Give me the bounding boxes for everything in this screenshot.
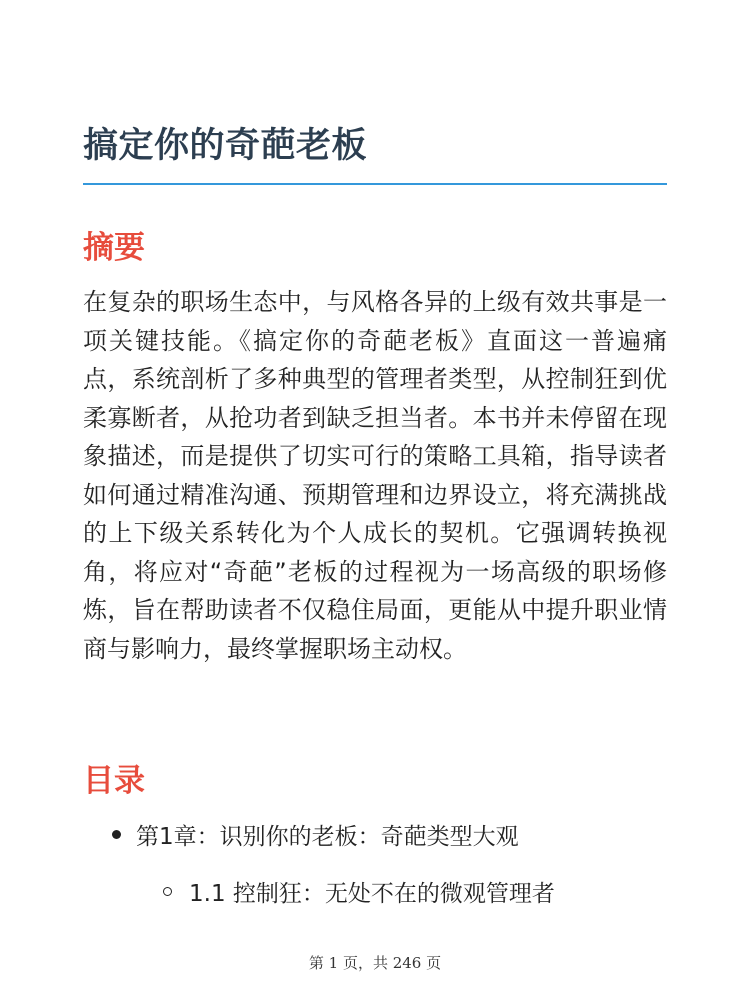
bullet-circle-icon	[163, 887, 172, 896]
toc-item-chapter-1[interactable]	[112, 818, 519, 851]
page-number-footer: 第 1 页，共 246 页	[308, 954, 442, 972]
toc-item-section-1-1[interactable]	[163, 875, 555, 908]
toc-item-label: 第1章：识别你的老板：奇葩类型大观	[136, 824, 519, 850]
title-divider	[83, 183, 667, 185]
bullet-disc-icon	[112, 830, 121, 839]
toc-heading: 目录	[83, 763, 145, 799]
summary-heading: 摘要	[83, 230, 145, 266]
toc-item-label: 1.1 控制狂：无处不在的微观管理者	[189, 881, 555, 907]
summary-paragraph: 在复杂的职场生态中，与风格各异的上级有效共事是一项关键技能。《搞定你的奇葩老板》直面这一普遍痛点，系统剖析了多种典型的管理者类型，从控制狂到优柔寡断者，从抢功者到缺乏担当者。本书并未停留在现象描述，而是提供了切实可行的策略工具箱，指导读者如何通过精准沟通、预期管理和边界设立，将充满挑战的上下级关系转化为个人成长的契机。它强调转换视角，将应对“奇葩”老板的过程视为一场高级的职场修炼，旨在帮助读者不仅稳住局面，更能从中提升职业情商与影响力，最终掌握职场主动权。	[83, 288, 667, 663]
document-title: 搞定你的奇葩老板	[83, 126, 368, 166]
